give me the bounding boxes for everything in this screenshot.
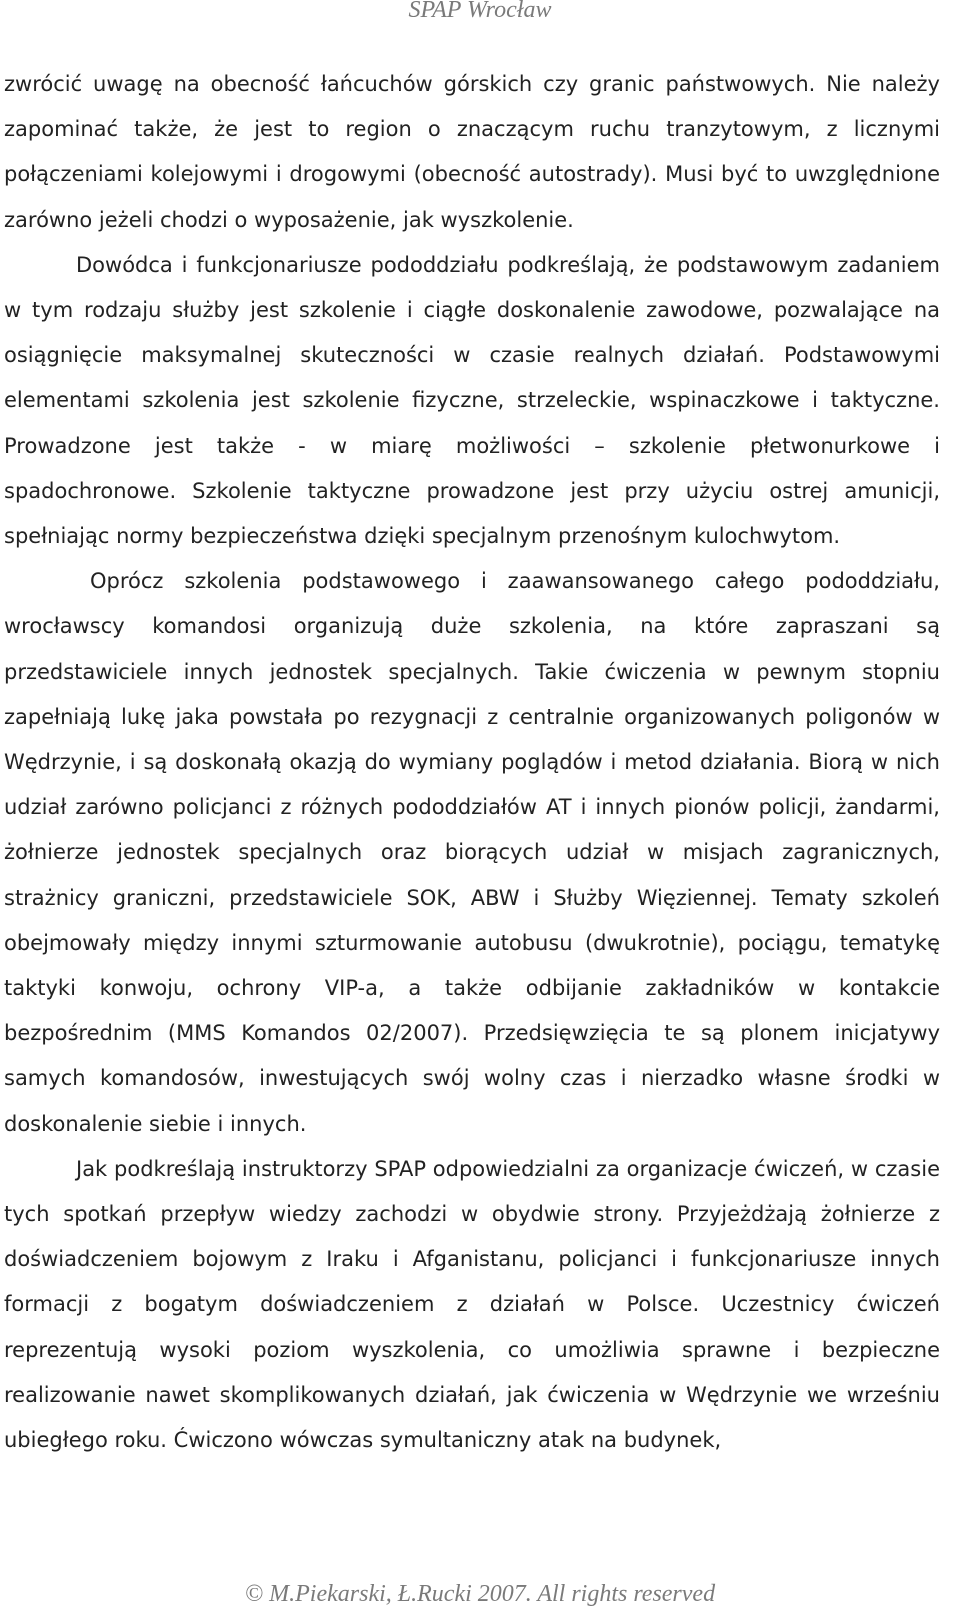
paragraph-2: Dowódca i funkcjonariusze pododdziału podkreślają, że podstawowym zadaniem w tym rodzaju służby jest szkolenie i ciągłe doskonalenie zawodowe, pozwalające na osiągnięcie maksymalnej skuteczności w czasie realnych działań. Podstawowymi elementami szkolenia jest szkolenie fizyczne, strzeleckie, wspinaczkowe i taktyczne. Prowadzone jest także - w miarę możliwości – szkolenie płetwonurkowe i spadochronowe. Szkolenie taktyczne prowadzone jest przy użyciu ostrej amunicji, spełniając normy bezpieczeństwa dzięki specjalnym przenośnym kulochwytom. xyxy=(4,252,940,549)
paragraph-4: Jak podkreślają instruktorzy SPAP odpowiedzialni za organizacje ćwiczeń, w czasie tych spotkań przepływ wiedzy zachodzi w obydwie strony. Przyjeżdżają żołnierze z doświadczeniem bojowym z Iraku i Afganistanu, policjanci i funkcjonariusze innych formacji z bogatym doświadczeniem z działań w Polsce. Uczestnicy ćwiczeń reprezentują wysoki poziom wyszkolenia, co umożliwia sprawne i bezpieczne realizowanie nawet skomplikowanych działań, jak ćwiczenia w Wędrzynie we wrześniu ubiegłego roku. Ćwiczono wówczas symultaniczny atak na budynek, xyxy=(4,1156,940,1453)
page-header xyxy=(0,0,960,28)
paragraph-3: Oprócz szkolenia podstawowego i zaawansowanego całego pododdziału, wrocławscy komandosi organizują duże szkolenia, na które zapraszani są przedstawiciele innych jednostek specjalnych. Takie ćwiczenia w pewnym stopniu zapełniają lukę jaka powstała po rezygnacji z centralnie organizowanych poligonów w Wędrzynie, i są doskonałą okazją do wymiany poglądów i metod działania. Biorą w nich udział zarówno policjanci z różnych pododdziałów AT i innych pionów policji, żandarmi, żołnierze jednostek specjalnych oraz biorących udział w misjach zagranicznych, strażnicy graniczni, przedstawiciele SOK, ABW i Służby Więziennej. Tematy szkoleń obejmowały między innymi szturmowanie autobusu (dwukrotnie), pociągu, tematykę taktyki konwoju, ochrony VIP-a, a także odbijanie zakładników w kontakcie bezpośrednim (MMS Komandos 02/2007). Przedsięwzięcia te są plonem inicjatywy samych komandosów, inwestujących swój wolny czas i nierzadko własne środki w doskonalenie siebie i innych. xyxy=(4,569,940,1136)
paragraph-1: zwrócić uwagę na obecność łańcuchów górskich czy granic państwowych. Nie należy zapominać także, że jest to region o znaczącym ruchu tranzytowym, z licznymi połączeniami kolejowymi i drogowymi (obecność autostrady). Musi być to uwzględnione zarówno jeżeli chodzi o wyposażenie, jak wyszkolenie. xyxy=(4,72,940,232)
page-footer xyxy=(0,1580,960,1608)
header-title: SPAP Wrocław xyxy=(408,0,552,23)
document-body xyxy=(4,62,940,1463)
footer-copyright: © M.Piekarski, Ł.Rucki 2007. All rights reserved xyxy=(244,1581,716,1607)
